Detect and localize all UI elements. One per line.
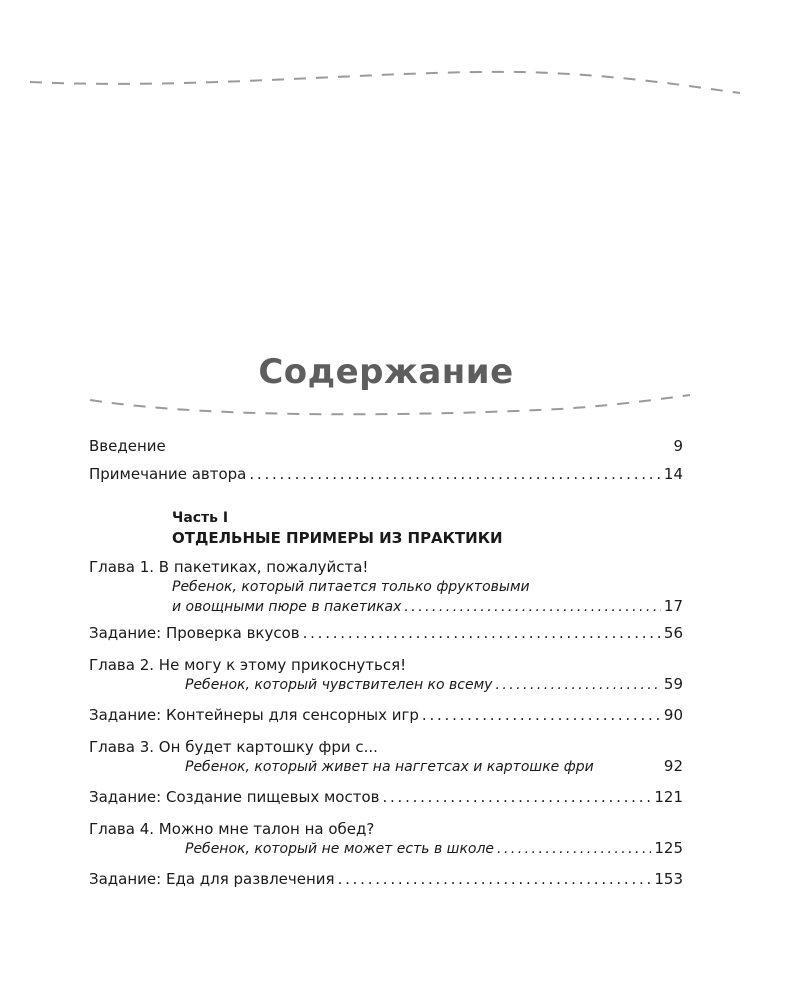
- page-title: Содержание: [258, 352, 514, 392]
- dot-leader: [303, 623, 661, 643]
- dot-leader: [338, 869, 652, 889]
- part-title: ОТДЕЛЬНЫЕ ПРИМЕРЫ ИЗ ПРАКТИКИ: [172, 529, 503, 547]
- dot-leader: [422, 705, 661, 725]
- chapter-4-heading[interactable]: Глава 4. Можно мне талон на обед?: [89, 820, 375, 838]
- part-label: Часть I: [172, 510, 229, 526]
- toc-entry-page: 153: [654, 870, 683, 888]
- toc-entry-page: 92: [663, 757, 683, 775]
- toc-entry-page: 56: [663, 624, 683, 642]
- toc-entry-label: Задание: Еда для развлечения: [89, 870, 335, 888]
- toc-entry-chapter-2[interactable]: [185, 674, 683, 695]
- toc-entry-page: 59: [663, 675, 683, 693]
- chapter-4-subtitle: Ребенок, который не может есть в школе: [185, 841, 495, 857]
- dot-leader: [382, 787, 651, 807]
- chapter-1-subtitle-line2: и овощными пюре в пакетиках: [172, 599, 402, 615]
- chapter-2-heading[interactable]: Глава 2. Не могу к этому прикоснуться!: [89, 656, 407, 674]
- toc-entry-author-note[interactable]: [89, 464, 683, 484]
- toc-entry-page: 121: [654, 788, 683, 806]
- toc-entry-label: Задание: Создание пищевых мостов: [89, 788, 380, 806]
- toc-entry-label: Задание: Контейнеры для сенсорных игр: [89, 706, 419, 724]
- dot-leader: [249, 464, 661, 484]
- toc-entry-task-1[interactable]: [89, 623, 683, 643]
- toc-entry-label: Примечание автора: [89, 465, 247, 483]
- dot-leader: [404, 597, 661, 617]
- toc-entry-label: Введение: [89, 437, 166, 455]
- toc-entry-page: 125: [654, 839, 683, 857]
- dot-leader: [497, 839, 651, 859]
- toc-entry-chapter-4[interactable]: [185, 838, 683, 859]
- toc-entry-page: 9: [673, 437, 683, 455]
- toc-entry-task-4[interactable]: [89, 869, 683, 889]
- table-of-contents: [89, 0, 683, 1000]
- toc-entry-page: 17: [663, 597, 683, 615]
- chapter-1-heading[interactable]: Глава 1. В пакетиках, пожалуйста!: [89, 558, 369, 576]
- toc-entry-page: 90: [663, 706, 683, 724]
- dot-leader: [495, 675, 660, 695]
- chapter-2-subtitle: Ребенок, который чувствителен ко всему: [185, 677, 493, 693]
- chapter-3-subtitle: Ребенок, который живет на наггетсах и картошке фри: [185, 759, 594, 775]
- toc-entry-intro[interactable]: [89, 436, 683, 456]
- toc-entry-task-3[interactable]: [89, 787, 683, 807]
- toc-entry-chapter-1[interactable]: [172, 596, 683, 617]
- chapter-1-subtitle-line1: Ребенок, который питается только фруктовыми: [172, 579, 530, 595]
- toc-entry-task-2[interactable]: [89, 705, 683, 725]
- chapter-3-heading[interactable]: Глава 3. Он будет картошку фри с...: [89, 738, 378, 756]
- toc-entry-label: Задание: Проверка вкусов: [89, 624, 300, 642]
- toc-entry-chapter-3[interactable]: [185, 756, 683, 777]
- toc-entry-page: 14: [663, 465, 683, 483]
